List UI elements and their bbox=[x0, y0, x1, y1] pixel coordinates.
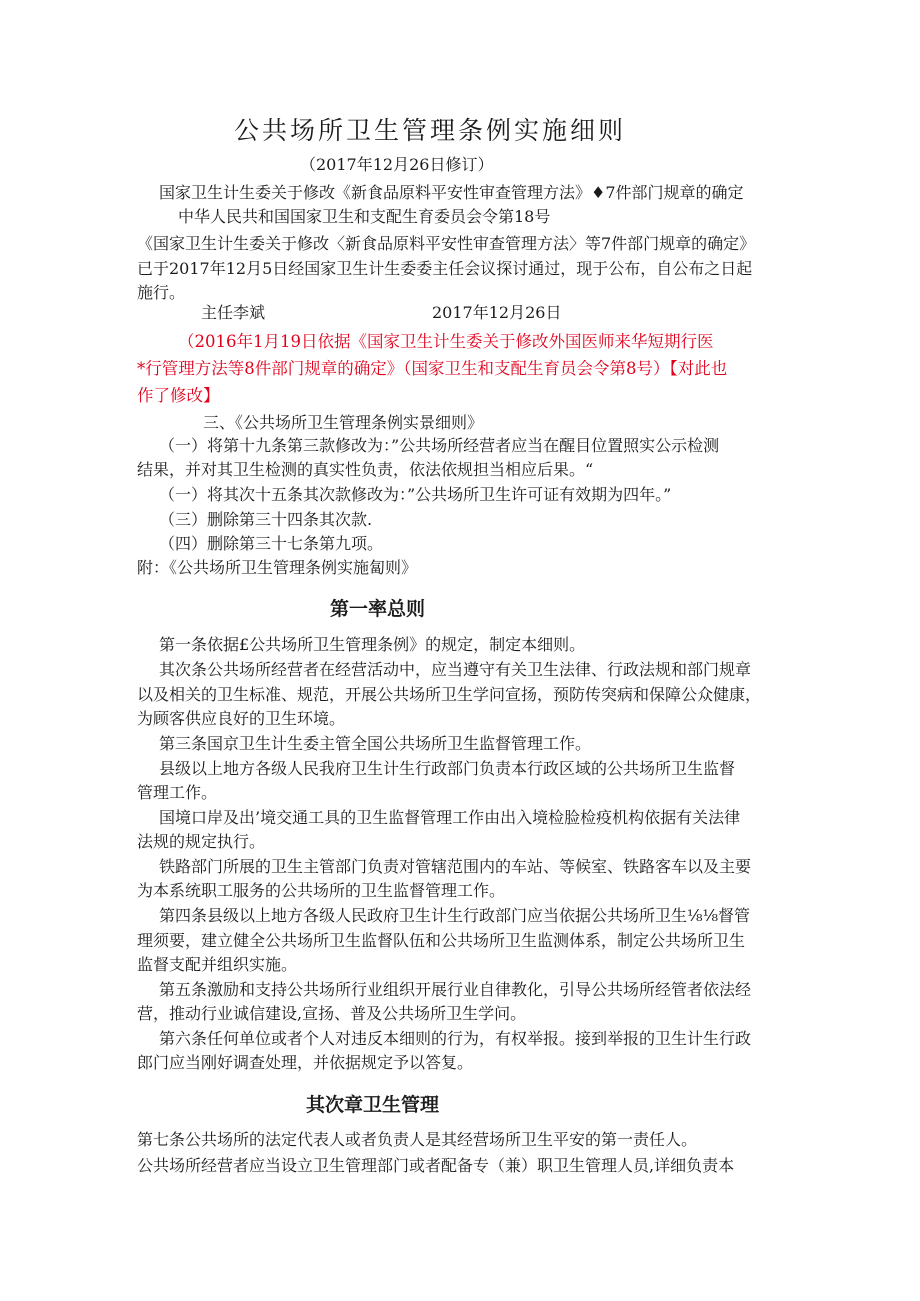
revision-note-line: （2016年1月19日依据《国家卫生计生委关于修改外国医师来华短期行医 bbox=[178, 332, 714, 351]
revision-date: （2017年12月26日修订） bbox=[300, 155, 494, 174]
article-line: 第五条激励和支持公共场所行业组织开展行业自律教化，引导公共场所经管者依法经 bbox=[159, 980, 752, 999]
intro-line: 《国家卫生计生委关于修改〈新食品原料平安性审查管理方法〉等7件部门规章的确定》 bbox=[137, 234, 756, 253]
article-line: 法规的规定执行。 bbox=[137, 832, 266, 851]
intro-line: 已于2017年12月5日经国家卫生计生委委主任会议探讨通过，现于公布，自公布之日起 bbox=[137, 259, 753, 278]
article-line: 监督支配并组织实施。 bbox=[137, 955, 298, 974]
amendment-line: （一）将其次十五条其次款修改为：”公共场所卫生许可证有效期为四年。” bbox=[159, 485, 672, 504]
article-line: 公共场所经营者应当设立卫生管理部门或者配备专（兼）职卫生管理人员,详细负责本 bbox=[137, 1156, 735, 1175]
revision-note-line: *行管理方法等8件部门规章的确定》（国家卫生和支配生育员会令第8号）【对此也 bbox=[137, 359, 728, 378]
article-line: 营，推动行业诚信建设,宣扬、普及公共场所卫生学问。 bbox=[137, 1004, 527, 1023]
article-line: 第六条任何单位或者个人对违反本细则的行为，有权举报。接到举报的卫生计生行政 bbox=[159, 1029, 752, 1048]
article-line: 国境口岸及出’境交通工具的卫生监督管理工作由出入境检脸检疫机构依据有关法律 bbox=[159, 808, 741, 827]
article-line: 第七条公共场所的法定代表人或者负责人是其经营场所卫生平安的第一责任人。 bbox=[137, 1130, 698, 1149]
amendment-line: 结果，并对其卫生检测的真实性负责，依法依规担当相应后果。“ bbox=[137, 460, 594, 479]
article-line: 第三条国京卫生计生委主管全国公共场所卫生监督管理工作。 bbox=[159, 734, 592, 753]
order-number: 中华人民共和国国家卫生和支配生育委员会令第18号 bbox=[178, 207, 551, 226]
document-title: 公共场所卫生管理条例实施细则 bbox=[234, 116, 627, 145]
article-line: 铁路部门所展的卫生主管部门负责对管辖范围内的车站、等候室、铁路客车以及主要 bbox=[159, 857, 752, 876]
amendment-line: （一）将第十九条第三款修改为：”公共场所经营者应当在醒目位置照实公示检测 bbox=[159, 436, 720, 455]
amendment-line: （四）删除第三十七条第九项。 bbox=[159, 534, 384, 553]
article-line: 以及相关的卫生标准、规范，开展公共场所卫生学问宣扬，预防传突病和保障公众健康， bbox=[137, 685, 762, 704]
article-line: 管理工作。 bbox=[137, 783, 218, 802]
article-line: 第一条依据£公共场所卫生管理条例》的规定，制定本细则。 bbox=[159, 635, 586, 654]
amendment-line: （三）删除第三十四条其次款. bbox=[159, 510, 373, 529]
revision-note-line: 作了修改】 bbox=[137, 386, 220, 405]
amendment-heading: 三、《公共场所卫生管理条例实景细则》 bbox=[203, 413, 484, 432]
decision-title: 国家卫生计生委关于修改《新食品原料平安性审查管理方法》♦7件部门规章的确定 bbox=[159, 183, 744, 202]
article-line: 理须要，建立健全公共场所卫生监督队伍和公共场所卫生监测体系，制定公共场所卫生 bbox=[137, 931, 746, 950]
intro-line: 施行。 bbox=[137, 283, 186, 302]
article-line: 其次条公共场所经营者在经营活动中，应当遵守有关卫生法律、行政法规和部门规章 bbox=[159, 660, 752, 679]
signer: 主任李斌 bbox=[201, 303, 266, 322]
sign-date: 2017年12月26日 bbox=[432, 303, 562, 322]
article-line: 第四条县级以上地方各级人民政府卫生计生行政部门应当依据公共场所卫生⅛⅛督管 bbox=[159, 906, 751, 925]
attachment-line: 附：《公共场所卫生管理条例实施匐则》 bbox=[137, 558, 418, 577]
chapter-2-heading: 其次章卫生管理 bbox=[306, 1094, 440, 1116]
article-line: 县级以上地方各级人民我府卫生计生行政部门负责本行政区域的公共场所卫生监督 bbox=[159, 759, 736, 778]
article-line: 郎门应当刚好调查处理，并依据规定予以答复。 bbox=[137, 1053, 474, 1072]
chapter-1-heading: 第一率总则 bbox=[330, 598, 426, 620]
article-line: 为本系统职工服务的公共场所的卫生监督管理工作。 bbox=[137, 881, 506, 900]
article-line: 为顾客供应良好的卫生环境。 bbox=[137, 709, 346, 728]
